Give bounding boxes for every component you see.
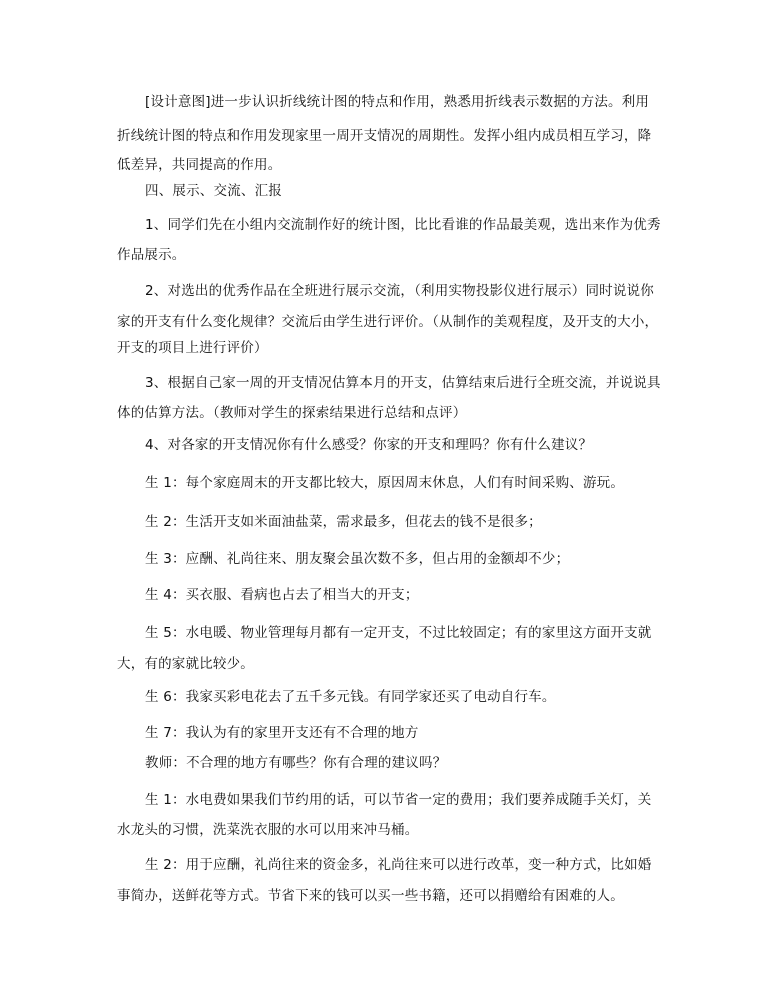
paragraph-step-2-line-1: 2、对选出的优秀作品在全班进行展示交流，（利用实物投影仪进行展示）同时说说你 [145,283,654,299]
suggestion-2-line-2: 事简办，送鲜花等方式。节省下来的钱可以买一些书籍，还可以捐赠给有困难的人。 [117,888,624,904]
paragraph-design-intent-line-1: [设计意图]进一步认识折线统计图的特点和作用，熟悉用折线表示数据的方法。利用 [145,94,650,110]
student-answer-2: 生 2：生活开支如米面油盐菜，需求最多，但花去的钱不是很多； [145,514,542,530]
paragraph-design-intent-line-2: 折线统计图的特点和作用发现家里一周开支情况的周期性。发挥小组内成员相互学习，降 [117,128,652,144]
student-answer-4: 生 4：买衣服、看病也占去了相当大的开支； [145,587,419,603]
paragraph-step-4-question: 4、对各家的开支情况你有什么感受？你家的开支和理吗？你有什么建议？ [145,437,593,453]
paragraph-step-3-line-2: 体的估算方法。（教师对学生的探索结果进行总结和点评） [117,405,467,421]
paragraph-step-1-line-1: 1、同学们先在小组内交流制作好的统计图，比比看谁的作品最美观，选出来作为优秀 [145,217,661,233]
paragraph-step-3-line-1: 3、根据自己家一周的开支情况估算本月的开支，估算结束后进行全班交流，并说说具 [145,375,661,391]
student-answer-3: 生 3：应酬、礼尚往来、朋友聚会虽次数不多，但占用的金额却不少； [145,551,570,567]
paragraph-step-2-line-3: 开支的项目上进行评价） [117,340,268,356]
teacher-question: 教师：不合理的地方有哪些？你有合理的建议吗？ [145,755,447,771]
suggestion-2-line-1: 生 2：用于应酬，礼尚往来的资金多，礼尚往来可以进行改革，变一种方式，比如婚 [145,857,652,873]
section-heading-display-exchange: 四、展示、交流、汇报 [145,183,282,199]
student-answer-7: 生 7：我认为有的家里开支还有不合理的地方 [145,725,419,741]
paragraph-step-2-line-2: 家的开支有什么变化规律？交流后由学生进行评价。（从制作的美观程度，及开支的大小， [117,314,659,330]
student-answer-1: 生 1：每个家庭周末的开支都比较大，原因周末休息，人们有时间采购、游玩。 [145,475,625,491]
paragraph-step-1-line-2: 作品展示。 [117,247,186,263]
suggestion-1-line-1: 生 1：水电费如果我们节约用的话，可以节省一定的费用；我们要养成随手关灯，关 [145,792,652,808]
student-answer-6: 生 6：我家买彩电花去了五千多元钱。有同学家还买了电动自行车。 [145,689,556,705]
student-answer-5-line-2: 大，有的家就比较少。 [117,656,254,672]
suggestion-1-line-2: 水龙头的习惯，洗菜洗衣服的水可以用来冲马桶。 [117,822,419,838]
student-answer-5-line-1: 生 5：水电暖、物业管理每月都有一定开支，不过比较固定；有的家里这方面开支就 [145,625,652,641]
paragraph-design-intent-line-3: 低差异，共同提高的作用。 [117,157,282,173]
